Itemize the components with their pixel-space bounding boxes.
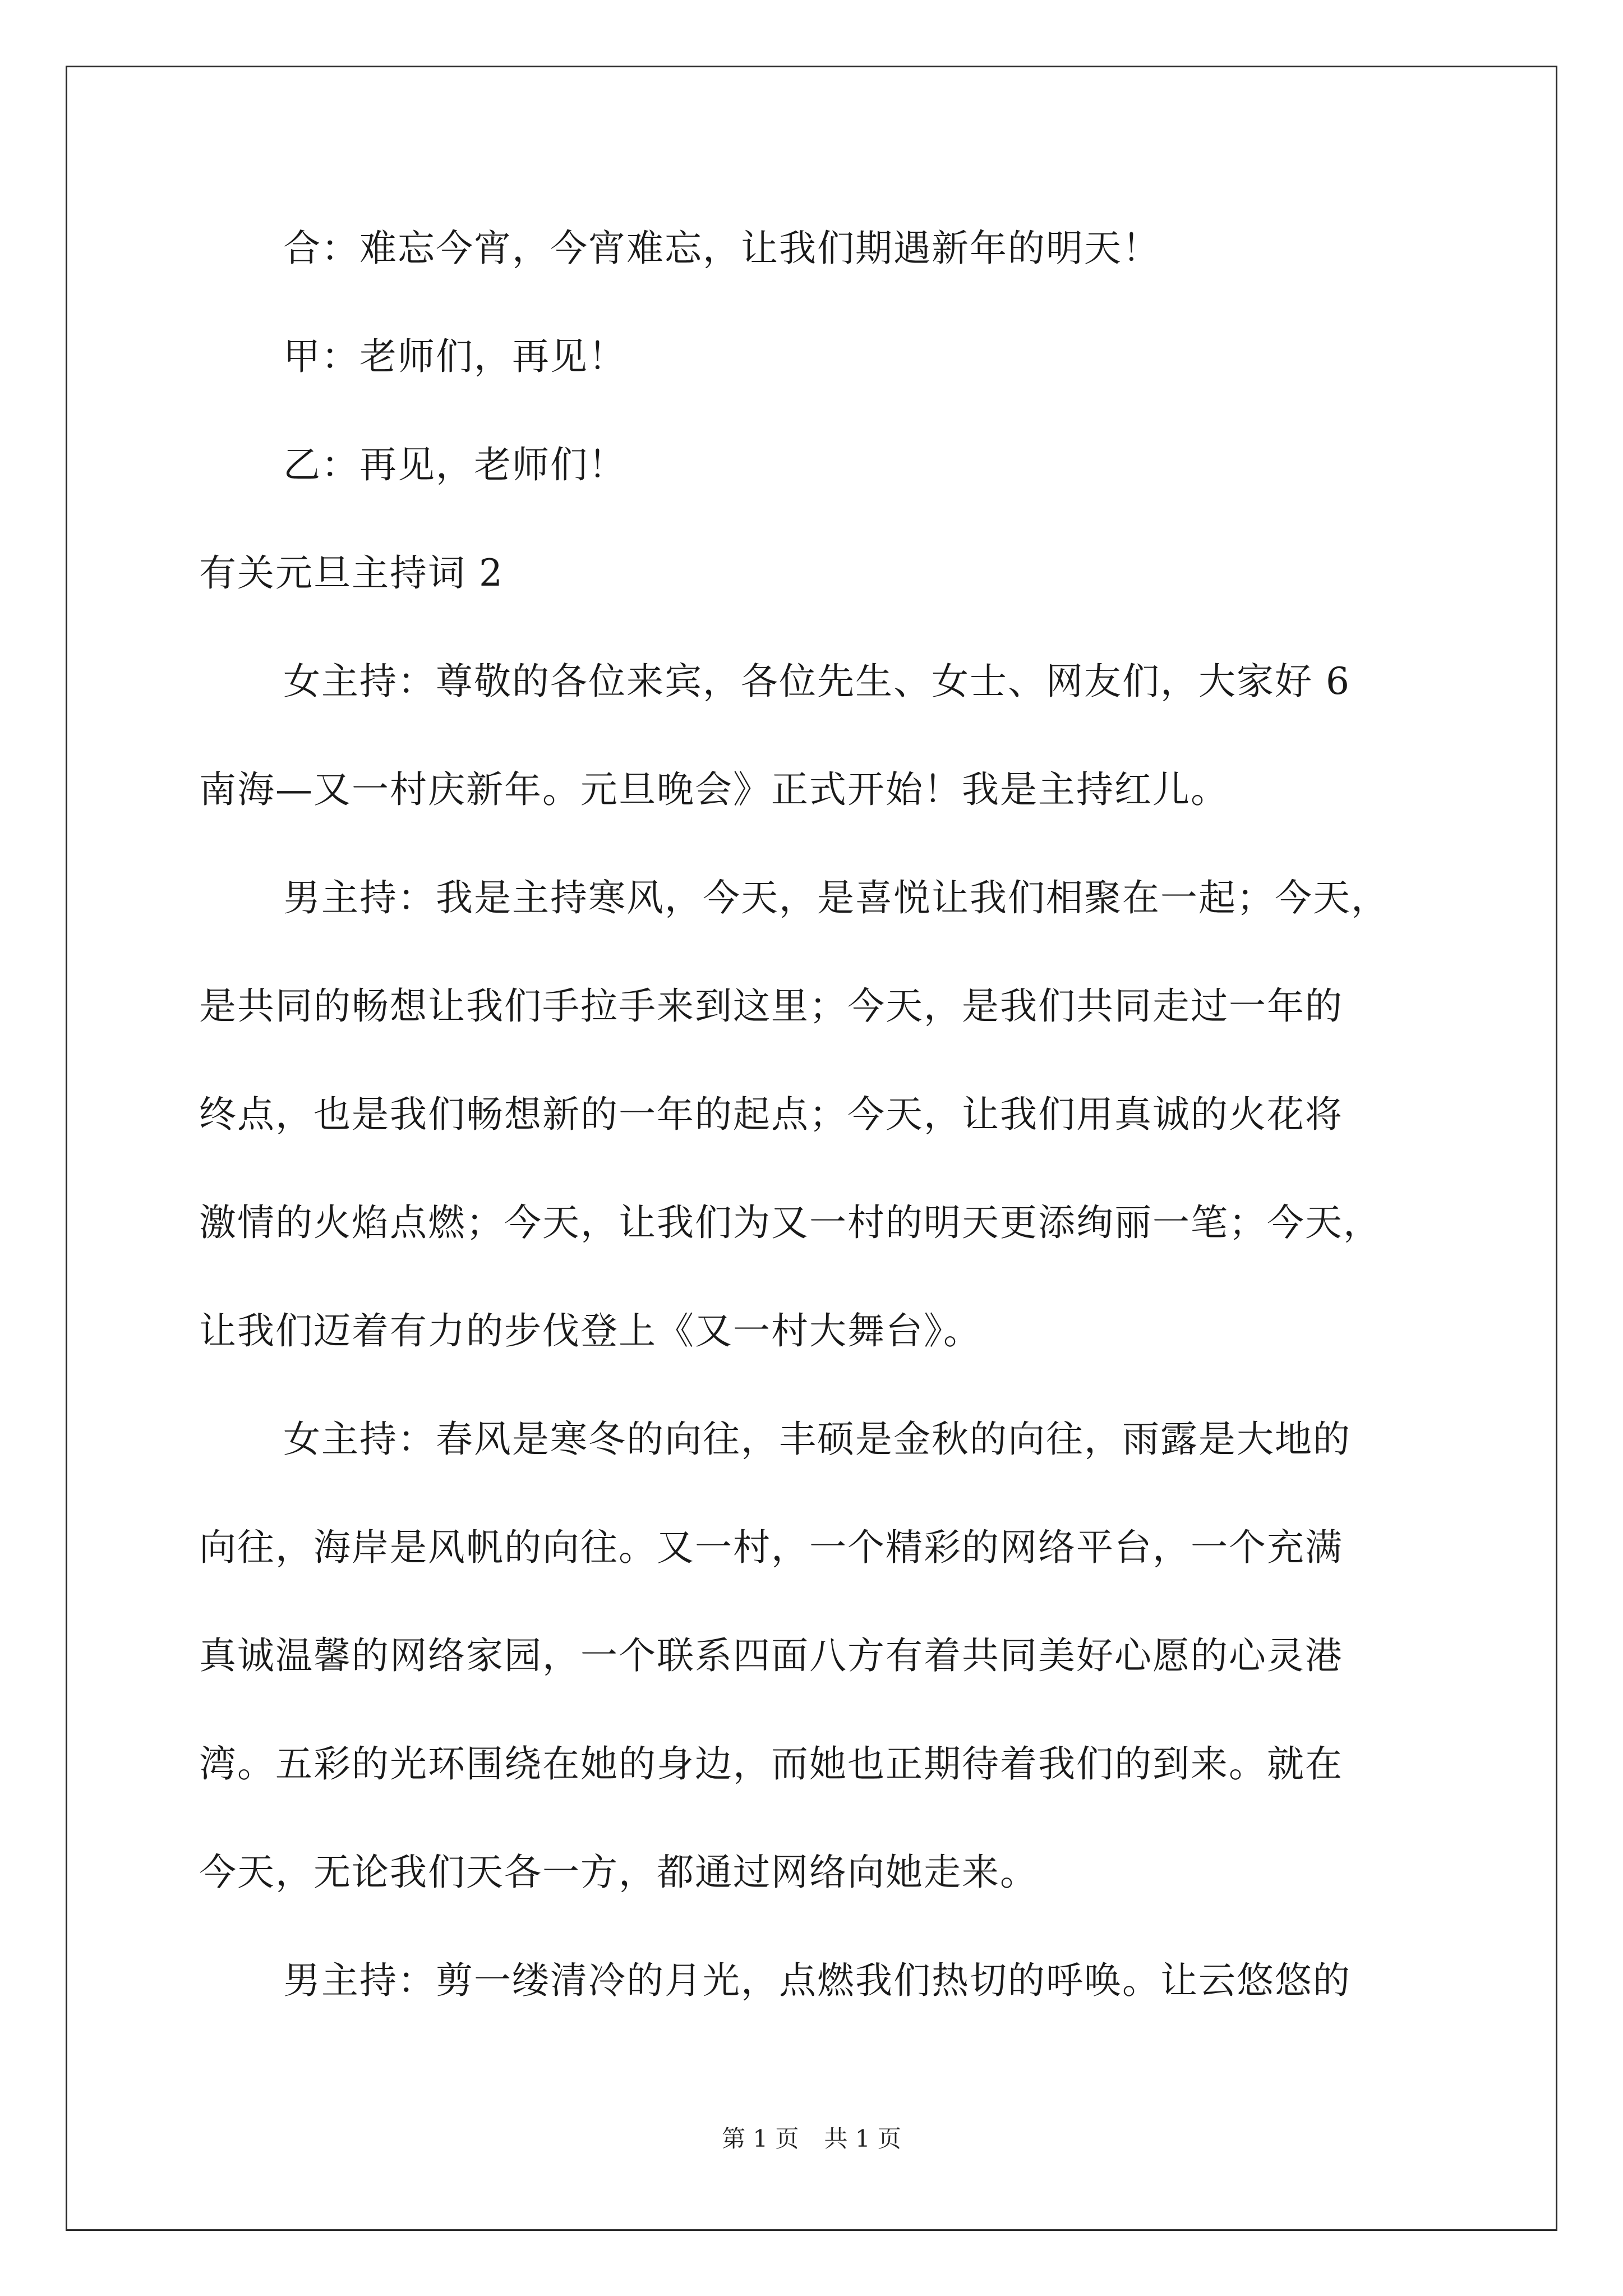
paragraph-line: 合：难忘今宵，今宵难忘，让我们期遇新年的明天！ <box>283 227 1160 270</box>
paragraph-line: 终点，也是我们畅想新的一年的起点；今天，让我们用真诚的火花将 <box>199 1093 1343 1136</box>
paragraph-line: 激情的火焰点燃；今天，让我们为又一村的明天更添绚丽一笔；今天， <box>199 1201 1381 1244</box>
paragraph-line: 男主持：剪一缕清冷的月光，点燃我们热切的呼唤。让云悠悠的 <box>283 1959 1351 2002</box>
paragraph-line: 让我们迈着有力的步伐登上《又一村大舞台》。 <box>199 1309 981 1352</box>
section-title: 有关元旦主持词 2 <box>199 551 504 595</box>
paragraph-line: 男主持：我是主持寒风，今天，是喜悦让我们相聚在一起；今天， <box>283 876 1389 919</box>
paragraph-line: 今天，无论我们天各一方，都通过网络向她走来。 <box>199 1851 1038 1894</box>
paragraph-line: 是共同的畅想让我们手拉手来到这里；今天，是我们共同走过一年的 <box>199 984 1343 1028</box>
paragraph-line: 真诚温馨的网络家园，一个联系四面八方有着共同美好心愿的心灵港 <box>199 1634 1343 1677</box>
paragraph-line: 女主持：尊敬的各位来宾，各位先生、女士、网友们，大家好 6 <box>283 660 1350 703</box>
page-number-total: 共 1 页 <box>824 2125 901 2152</box>
paragraph-line: 甲：老师们，再见！ <box>283 335 626 378</box>
page-number-current: 第 1 页 <box>722 2125 799 2152</box>
paragraph-line: 南海—又一村庆新年。元旦晚会》正式开始！我是主持红儿。 <box>199 768 1229 811</box>
page-border <box>66 66 1557 2231</box>
page-footer <box>0 2125 1623 2153</box>
paragraph-line: 向往，海岸是风帆的向往。又一村，一个精彩的网络平台，一个充满 <box>199 1526 1343 1569</box>
paragraph-line: 湾。五彩的光环围绕在她的身边，而她也正期待着我们的到来。就在 <box>199 1742 1343 1786</box>
paragraph-line: 女主持：春风是寒冬的向往，丰硕是金秋的向往，雨露是大地的 <box>283 1418 1351 1461</box>
paragraph-line: 乙：再见，老师们！ <box>283 443 626 486</box>
